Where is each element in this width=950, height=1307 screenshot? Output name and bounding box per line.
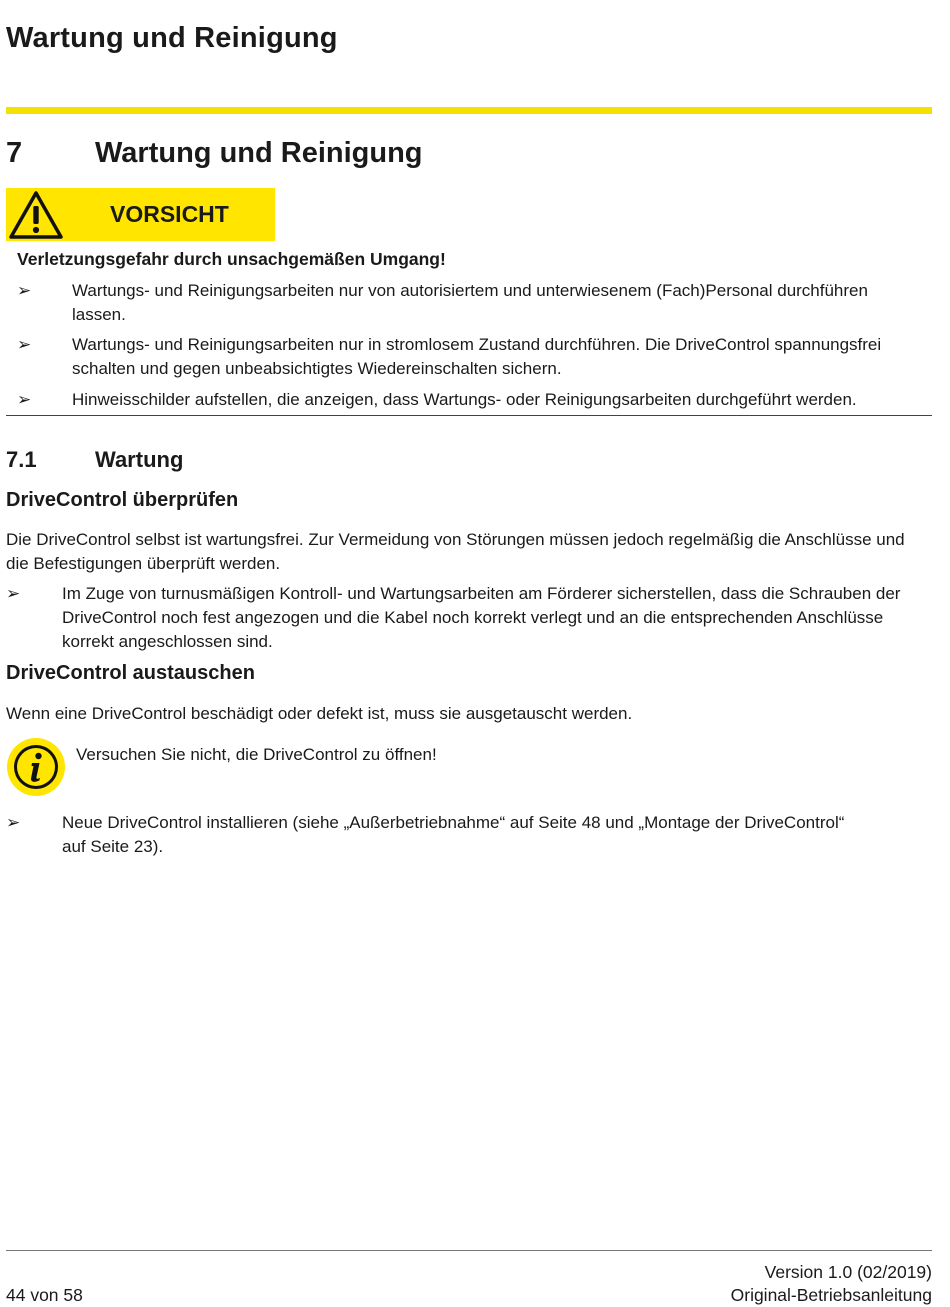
check-bullet: Im Zuge von turnusmäßigen Kontroll- und Wartungsarbeiten am Förderer sicherstellen, dass die Schrauben der DriveControl noch fest angezogen und die Kabel noch korrekt verlegt und an die entsprechenden Anschlüsse korrekt angeschlossen sind. xyxy=(62,584,901,651)
header-rule xyxy=(6,107,932,114)
subheading-check: DriveControl überprüfen xyxy=(6,489,239,511)
warning-label: VORSICHT xyxy=(110,201,229,227)
warning-item: Wartungs- und Reinigungsarbeiten nur von autorisiertem und unterwiesenem (Fach)Personal durchführen lassen. xyxy=(72,281,868,324)
page-number: 44 von 58 xyxy=(6,1285,83,1305)
section-number: 7.1 xyxy=(6,447,37,472)
warning-item: Hinweisschilder aufstellen, die anzeigen, dass Wartungs- oder Reinigungsarbeiten durchgeführt werden. xyxy=(72,390,857,409)
chapter-title: Wartung und Reinigung xyxy=(95,137,423,169)
chapter-number: 7 xyxy=(6,137,23,169)
replace-intro: Wenn eine DriveControl beschädigt oder defekt ist, muss sie ausgetauscht werden. xyxy=(6,704,633,723)
running-header: Wartung und Reinigung xyxy=(6,22,338,54)
check-intro: Die DriveControl selbst ist wartungsfrei. Zur Vermeidung von Störungen müssen jedoch regelmäßig die Anschlüsse und die Befestigungen überprüft werden. xyxy=(6,530,905,573)
info-note: Versuchen Sie nicht, die DriveControl zu öffnen! xyxy=(76,745,437,764)
bullet-arrow-icon: ➢ xyxy=(17,281,32,300)
section-title: Wartung xyxy=(95,447,184,472)
warning-heading: Verletzungsgefahr durch unsachgemäßen Umgang! xyxy=(17,249,446,269)
subheading-replace: DriveControl austauschen xyxy=(6,662,255,684)
bullet-arrow-icon: ➢ xyxy=(6,584,21,603)
bullet-arrow-icon: ➢ xyxy=(17,390,32,409)
warning-item: Wartungs- und Reinigungsarbeiten nur in stromlosem Zustand durchführen. Die DriveControl spannungsfrei schalten und gegen unbeabsichtigtes Wiedereinschalten sichern. xyxy=(72,335,882,378)
bullet-arrow-icon: ➢ xyxy=(17,335,32,354)
replace-bullet: Neue DriveControl installieren (siehe „Außerbetriebnahme“ auf Seite 48 und „Montage der DriveControl“ auf Seite 23). xyxy=(62,813,845,856)
document-type: Original-Betriebsanleitung xyxy=(730,1285,932,1305)
bullet-arrow-icon: ➢ xyxy=(6,813,21,832)
info-icon xyxy=(6,737,66,797)
version-info: Version 1.0 (02/2019) xyxy=(764,1262,932,1282)
warning-end-rule xyxy=(6,415,932,416)
footer-rule xyxy=(6,1250,932,1251)
warning-triangle-icon xyxy=(8,190,64,240)
